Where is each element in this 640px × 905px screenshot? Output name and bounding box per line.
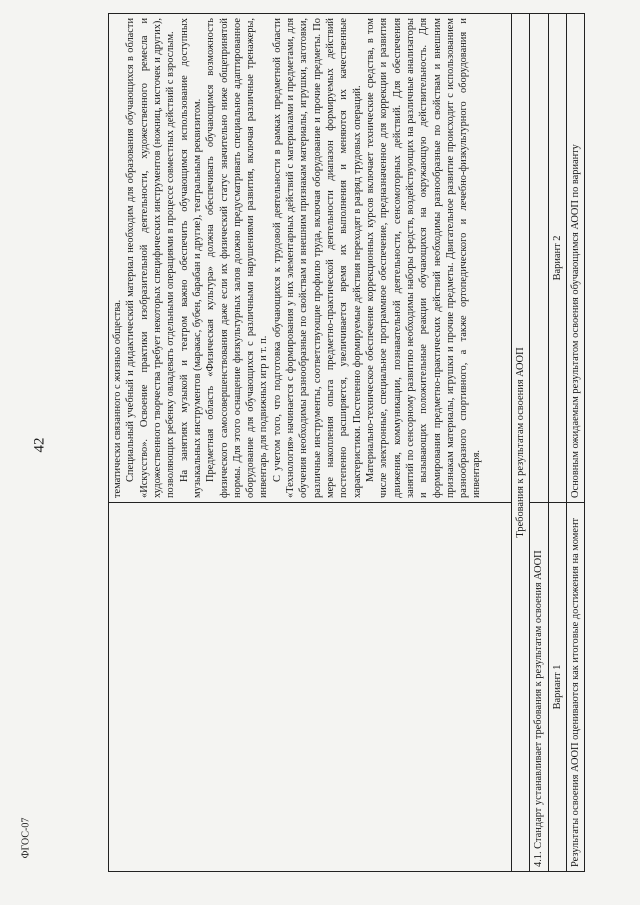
document-table-rotated	[108, 18, 581, 872]
paragraph: тематически связанного с жизнью общества.	[112, 299, 123, 498]
paragraph: Специальный учебный и дидактический материал необходим для образования обучающихся в области «Искусство». Освоение практики изобразительной деятельности, художественного ремесла и художественного творчества требует некоторых специфических инструментов (ножниц, кисточек и других), позволяющих ребенку овладевать отдельными операциями в процессе совместных действий с взрослым.	[125, 18, 177, 498]
empty-cell	[530, 14, 548, 503]
paragraph: На занятиях музыкой и театром важно обеспечить обучающимся использование доступных музыкальных инструментов (маракас, бубен, барабан и другие), театральным реквизитом.	[178, 18, 203, 498]
requirements-header: Требования к результатам освоения АООП	[512, 14, 530, 872]
paragraph: Материально-техническое обеспечение коррекционных курсов включает технические средства, в том числе электронные, специальное программное обеспечение, предназначенное для коррекции и развития движения, коммуникации, познавательной деятельности, сенсомоторных действий. Для обеспечения занятий по сенсорному развитию необходимы наборы средств, воздействующих на различные анализаторы и вызывающих положительные реакции обучающихся на окружающую действительность. Для формирования предметно-практических действий необходимы разнообразные по свойствам и внешним признакам материалы, игрушки и прочие предметы. Двигательное развитие происходит с использованием разнообразного спортивного, а также ортопедического и лечебно-физкультурного оборудования и инвентаря.	[364, 18, 483, 498]
variant-1-header: Вариант 1	[548, 503, 566, 872]
variant-2-result: Основным ожидаемым результатом освоения обучающимся АООП по варианту	[566, 14, 584, 503]
footer-document-code: ФГОС-07	[20, 817, 32, 859]
requirements-table	[108, 13, 585, 872]
variant-2-header: Вариант 2	[548, 14, 566, 503]
variant-1-result: Результаты освоения АООП оцениваются как итоговые достижения на момент	[566, 503, 584, 872]
paragraph: Предметная область «Физическая культура» должна обеспечивать обучающимся возможность физического самосовершенствования даже если их физический статус значительно ниже общепринятой нормы. Для этого оснащение физкультурных залов должно предусматривать специальное адаптированное оборудование для обучающихся с различными нарушениями развития, включая различные тренажеры, инвентарь для подвижных игр и т. п.	[205, 18, 270, 498]
conditions-content-cell	[109, 14, 512, 503]
paragraph: С учетом того, что подготовка обучающихся к трудовой деятельности в рамках предметной области «Технология» начинается с формирования у них элементарных действий с материалами и предметами, для обучения необходимы разнообразные по свойствам и внешним признакам материалы, игрушки, заготовки, различные инструменты, соответствующие профилю труда, включая оборудование и прочие предметы. По мере накопления опыта предметно-практической деятельности диапазон формируемых действий постепенно расширяется, увеличивается время их выполнения и меняются их качественные характеристики. Постепенно формируемые действия переходят в разряд трудовых операций.	[271, 18, 363, 498]
empty-cell	[109, 503, 512, 872]
page-number: 42	[31, 437, 48, 453]
standard-requirements-cell: 4.1. Стандарт устанавливает требования к результатам освоения АООП	[530, 503, 548, 872]
